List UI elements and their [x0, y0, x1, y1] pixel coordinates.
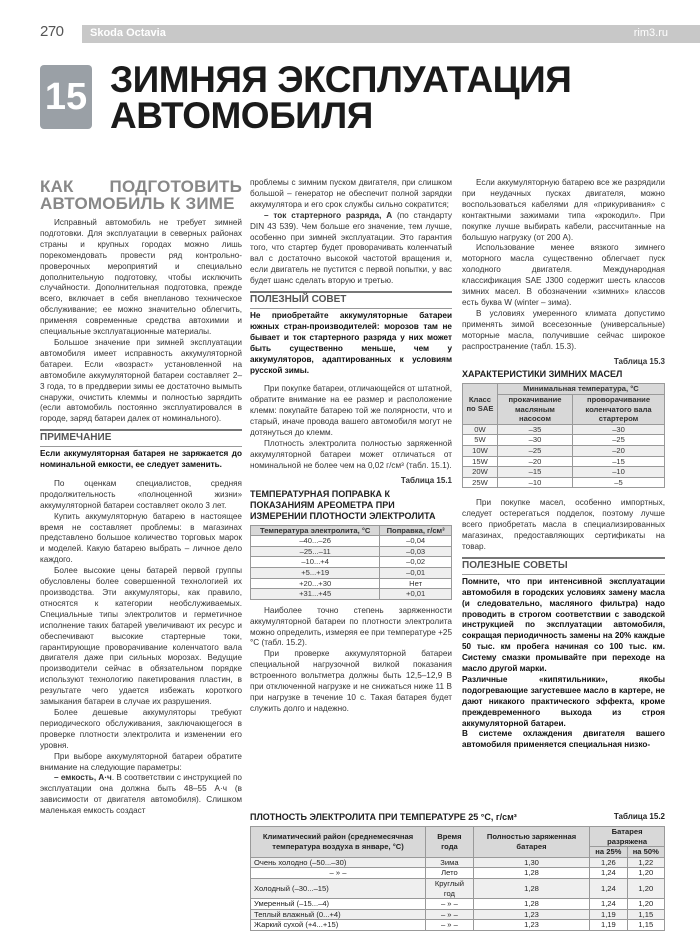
chapter-title-line1: ЗИМНЯЯ ЭКСПЛУАТАЦИЯ: [110, 59, 572, 100]
table-cell: Зима: [426, 857, 474, 868]
table-cell: –5: [573, 477, 665, 488]
table-cell: –30: [497, 435, 572, 446]
param-capacity: – емкость, А·ч: [54, 773, 112, 783]
table-cell: –20: [497, 456, 572, 467]
table-cell: +0,01: [380, 589, 452, 600]
table-header: проворачивание коленчатого вала стартером: [573, 395, 665, 425]
table-row: [251, 868, 665, 879]
table-cell: Нет: [380, 578, 452, 589]
table-cell: 10W: [463, 445, 498, 456]
paragraph: Использование менее вязкого зимнего моторного масла существенно облегчает пуск холодного двигателя. Международная классификация SAE J300 содержит шесть классов зимних масел. В обозначении «зимних» классов есть буква W (winter – зима).: [462, 243, 665, 307]
table-cell: –15: [573, 456, 665, 467]
chapter-number: 15: [40, 65, 92, 129]
table-row: [251, 589, 452, 600]
table-row: [463, 445, 665, 456]
table-header: Класс по SAE: [463, 384, 498, 424]
table-cell: 1,22: [627, 857, 664, 868]
paragraph: [250, 211, 452, 287]
table-row: [251, 878, 665, 898]
table-cell: 1,28: [473, 899, 589, 910]
table-cell: Очень холодно (–50...–30): [251, 857, 426, 868]
table-cell: –40...–26: [251, 536, 380, 547]
table-header: Климатический район (среднемесячная температура воздуха в январе, °С): [251, 827, 426, 858]
table-cell: Жаркий сухой (+4...+15): [251, 920, 426, 931]
paragraph: Более дешевые аккумуляторы требуют периодического обслуживания, заключающегося в проверке плотности электролита и изменении его уровня.: [40, 707, 242, 750]
tip-heading: ПОЛЕЗНЫЙ СОВЕТ: [250, 291, 452, 309]
table-cell: 1,24: [590, 868, 627, 879]
table-cell: 1,26: [590, 857, 627, 868]
table-header: Температура электролита, °С: [251, 525, 380, 536]
table-header: Время года: [426, 827, 474, 858]
column-2: [250, 178, 452, 715]
table-row: [251, 557, 452, 568]
table-cell: Холодный (–30...–15): [251, 878, 426, 898]
tips-text: Помните, что при интенсивной эксплуатации автомобиля в городских условиях замену масла (и следовательно, масляного фильтра) надо проводить в строгом соответствии с заводской инструкцией по эксплуатации автомобиля, сокращая периодичность замены на 20% каждые 50 тыс. км пробега начиная со 100 тыс. км. Систему смазки промывайте при переходе на масло другой марки.: [462, 576, 665, 674]
header-brand: Skoda Octavia: [90, 27, 166, 39]
table-cell: Умеренный (–15...–4): [251, 899, 426, 910]
table-cell: +31...+45: [251, 589, 380, 600]
table-cell: –25: [497, 445, 572, 456]
table-cell: – » –: [426, 899, 474, 910]
paragraph: При покупке батареи, отличающейся от штатной, обратите внимание на ее размер и расположение клемм: покупайте батарею той же полярности, что и старый, иначе провода вашего автомобиля могут не дотянуться до клемм.: [250, 384, 452, 438]
paragraph: проблемы с зимним пуском двигателя, при слишком большой – генератор не обеспечит полной зарядки аккумулятора и его срок службы сильно сократится;: [250, 178, 452, 209]
paragraph: В условиях умеренного климата допустимо применять зимой всесезонные (универсальные) моторные масла, получившие сейчас широкое распространение (табл. 15.3).: [462, 308, 665, 351]
table-cell: –30: [573, 424, 665, 435]
table-row: [463, 424, 665, 435]
paragraph: Если аккумуляторную батарею все же разрядили при неудачных пусках двигателя, можно воспользоваться кабелями для «прикуривания» с контактными зажимами типа «крокодил». При покупке лучше выбирать кабели, рассчитанные на большую нагрузку (от 200 А).: [462, 178, 665, 242]
table-row: [251, 920, 665, 931]
param-current-text: (по стандарту DIN 43 539). Чем больше его значение, тем лучше, особенно при зимней эксплуатации. Это гарантия того, что стартер будет проворачивать коленчатый вал с достаточно высокой частотой вращения и, если двигатель не пустится с первой попытки, у вас будет шанс сделать вторую и третью.: [250, 210, 453, 286]
table-row: [463, 456, 665, 467]
header-bar: [82, 25, 700, 43]
tips-text: Различные «кипятильники», якобы подогревающие загустевшее масло в картере, не дают никакого практического эффекта, кроме преждевременного выхода из строя аккумуляторной батареи.: [462, 674, 665, 728]
density-table-block: [250, 812, 665, 931]
table-cell: +20...+30: [251, 578, 380, 589]
table-cell: +5...+19: [251, 567, 380, 578]
param-current: – ток стартерного разряда, А: [264, 210, 393, 220]
table-label: Таблица 15.3: [613, 356, 665, 366]
table-title: ХАРАКТЕРИСТИКИ ЗИМНИХ МАСЕЛ: [462, 369, 623, 380]
table-header: на 25%: [590, 847, 627, 858]
column-3: [462, 178, 665, 751]
table-row: [463, 477, 665, 488]
table-row: [251, 899, 665, 910]
paragraph: Большое значение при зимней эксплуатации автомобиля имеет исправность аккумуляторной батареи. Если «возраст» установленной на автомобиле аккумуляторной батареи составляет 2–3 года, то в преддверии зимы ее достаточно вымыть снаружи, очистить клеммы и полностью зарядить (если автомобиль постоянно эксплуатировался в городе, заряд батареи далек от номинального).: [40, 337, 242, 424]
table-label: Таблица 15.1: [400, 475, 452, 485]
table-cell: 20W: [463, 467, 498, 478]
param-capacity-text: . В соответствии с инструкцией по эксплуатации она должна быть 48–55 А·ч (в зависимости от двигателя автомобиля). Слишком маленькая емкость создаст: [40, 773, 242, 816]
section-title: КАК ПОДГОТОВИТЬ АВТОМОБИЛЬ К ЗИМЕ: [40, 177, 242, 213]
table-cell: Круглый год: [426, 878, 474, 898]
table-cell: –10: [573, 467, 665, 478]
table-row: [251, 909, 665, 920]
electrolyte-density-table: [250, 826, 665, 931]
table-header: Батарея разряжена: [590, 827, 665, 847]
table-cell: –35: [497, 424, 572, 435]
winter-oils-table: [462, 383, 665, 488]
table-row: [251, 536, 452, 547]
paragraph: [40, 773, 242, 817]
table-cell: 1,19: [590, 920, 627, 931]
table-header: Полностью заряженная батарея: [473, 827, 589, 858]
table-header: на 50%: [627, 847, 664, 858]
column-1: [40, 178, 242, 817]
table-cell: –0,04: [380, 536, 452, 547]
paragraph: При выборе аккумуляторной батареи обратите внимание на следующие параметры:: [40, 751, 242, 772]
table-cell: –10: [497, 477, 572, 488]
paragraph: По оценкам специалистов, средняя продолжительность «полноценной жизни» аккумуляторной батареи составляет около 3 лет.: [40, 478, 242, 510]
table-row: [251, 567, 452, 578]
chapter-title: [110, 59, 572, 136]
tips-text: В системе охлаждения двигателя вашего автомобиля применяется специальная низко-: [462, 729, 665, 750]
table-cell: 1,15: [627, 909, 664, 920]
table-cell: –0,02: [380, 557, 452, 568]
table-cell: –10...+4: [251, 557, 380, 568]
page-number: 270: [40, 23, 78, 43]
header-site: rim3.ru: [633, 27, 668, 39]
paragraph: Купить аккумуляторную батарею в настоящее время не составляет проблемы: в магазинах представлено большое количество торговых марок и моделей. Какую батарею выбрать – личное дело каждого.: [40, 511, 242, 565]
table-cell: 1,28: [473, 868, 589, 879]
page-header: [0, 20, 700, 46]
table-cell: 0W: [463, 424, 498, 435]
table-cell: – » –: [426, 920, 474, 931]
table-cell: 1,28: [473, 878, 589, 898]
note-text: Если аккумуляторная батарея не заряжается до номинальной емкости, ее следует заменить.: [40, 449, 242, 470]
table-cell: –25...–11: [251, 546, 380, 557]
paragraph: Более высокие цены батарей первой группы обусловлены более совершенной технологией их производства. Эти аккумуляторы, как правило, относятся к категории необслуживаемых. Специальные типы электролитов и герметичное исполнение таких батарей увеличивают их ресурс и обеспечивают высокие стартерные токи, гарантирующие проворачивание коленчатого вала двигателя даже при сильных морозах. Ведущие производители сейчас в обязательном порядке используют технологию пакетирования пластин, в результате чего удается избежать короткого замыкания батареи в случае их разрушения.: [40, 566, 242, 707]
table-cell: 15W: [463, 456, 498, 467]
table-title: ТЕМПЕРАТУРНАЯ ПОПРАВКА К ПОКАЗАНИЯМ АРЕОМЕТРА ПРИ ИЗМЕРЕНИИ ПЛОТНОСТИ ЭЛЕКТРОЛИТА: [250, 488, 436, 521]
table-cell: –15: [497, 467, 572, 478]
table-title: ПЛОТНОСТЬ ЭЛЕКТРОЛИТА ПРИ ТЕМПЕРАТУРЕ 25 °С, г/см³: [250, 812, 517, 822]
table-cell: –20: [573, 445, 665, 456]
table-cell: – » –: [426, 909, 474, 920]
temperature-correction-table: [250, 525, 452, 600]
chapter-title-line2: АВТОМОБИЛЯ: [110, 95, 373, 136]
table-cell: – » –: [251, 868, 426, 879]
tip-text: Не приобретайте аккумуляторные батареи южных стран-производителей: морозов там не бывает и ток стартерного разряда у них может быть существенно меньше, чем у аккумуляторов, адаптированных к условиям русской зимы.: [250, 310, 452, 375]
table-cell: Теплый влажный (0...+4): [251, 909, 426, 920]
table-cell: 1,23: [473, 909, 589, 920]
table-cell: –0,01: [380, 567, 452, 578]
note-heading: ПРИМЕЧАНИЕ: [40, 429, 242, 447]
table-cell: 5W: [463, 435, 498, 446]
paragraph: Исправный автомобиль не требует зимней подготовки. Для эксплуатации в северных районах страны и крупных городах можно лишь порекомендовать провести ряд контрольно-проверочных мероприятий и специально дополнительную подготовку, чтобы исключить случайности. Дополнительная подготовка, прежде всего, включает в себя внепланово техническое обслуживание; ее можно значительно облегчить, применяя современные средства автохимии и специальные эксплуатационные материалы.: [40, 218, 242, 337]
table-cell: 1,24: [590, 878, 627, 898]
table-row: [463, 435, 665, 446]
table-cell: 25W: [463, 477, 498, 488]
paragraph: При покупке масел, особенно импортных, следует остерегаться подделок, поэтому лучше всего приобретать масла в специализированных магазинах, предоставляющих сертификаты на товар.: [462, 498, 665, 551]
table-cell: 1,23: [473, 920, 589, 931]
table-cell: 1,15: [627, 920, 664, 931]
table-row: [251, 578, 452, 589]
table-header: прокачивание масляным насосом: [497, 395, 572, 425]
table-row: [251, 857, 665, 868]
table-cell: 1,19: [590, 909, 627, 920]
table-header: Минимальная температура, °С: [497, 384, 664, 395]
paragraph: Наиболее точно степень заряженности аккумуляторной батареи по плотности электролита можно определить, измеряя ее при температуре +25 °С (табл. 15.2).: [250, 605, 453, 648]
table-cell: 1,24: [590, 899, 627, 910]
table-cell: Лето: [426, 868, 474, 879]
table-header: Поправка, г/см³: [380, 525, 452, 536]
table-cell: 1,20: [627, 899, 664, 910]
table-cell: 1,20: [627, 878, 664, 898]
paragraph: Плотность электролита полностью заряженной аккумуляторной батареи может отличаться от номинальной не более чем на 0,02 г/см³ (табл. 15.1).: [250, 438, 452, 470]
table-cell: 1,30: [473, 857, 589, 868]
table-cell: 1,20: [627, 868, 664, 879]
tips-heading: ПОЛЕЗНЫЕ СОВЕТЫ: [462, 557, 665, 575]
table-label: Таблица 15.2: [613, 812, 665, 821]
table-row: [463, 467, 665, 478]
table-cell: –0,03: [380, 546, 452, 557]
table-row: [251, 546, 452, 557]
table-cell: –25: [573, 435, 665, 446]
paragraph: При проверке аккумуляторной батареи специальной нагрузочной вилкой показания встроенного вольтметра должны быть 12,5–12,9 В при отключенной нагрузке и не снижаться ниже 11 В при нагрузке в течение 10 с. Такая батарея будет служить долго и надежно.: [250, 649, 452, 713]
